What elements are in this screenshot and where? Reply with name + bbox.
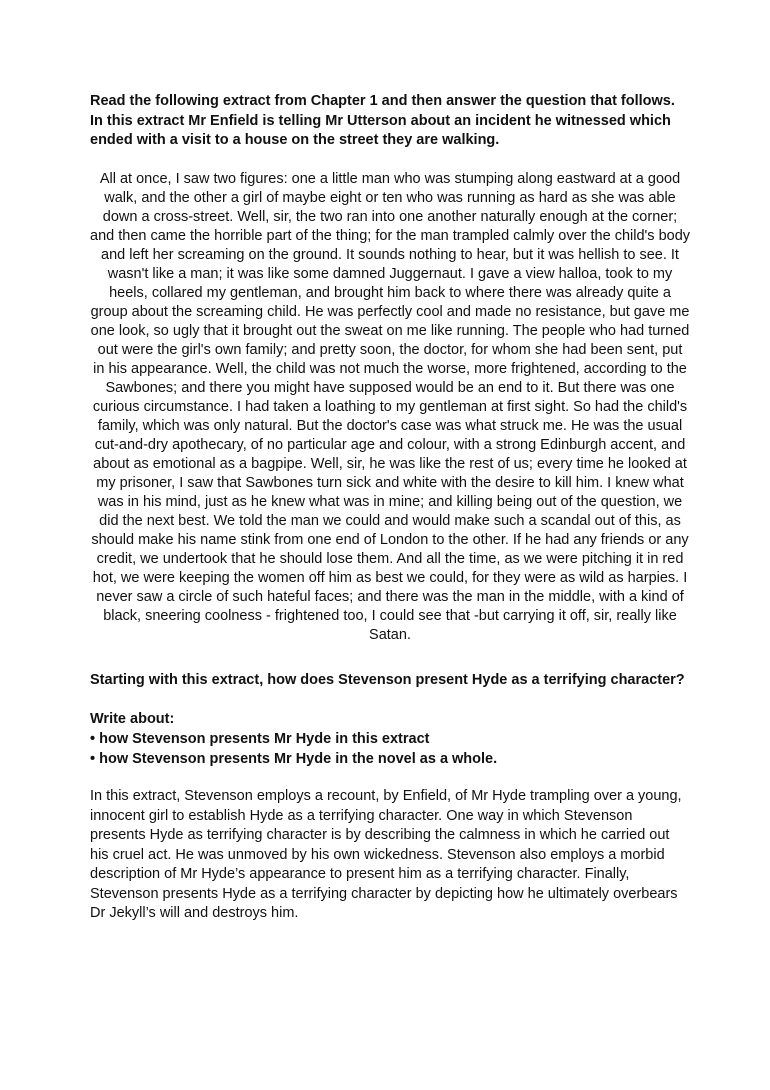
write-about-bullet: • how Stevenson presents Mr Hyde in the novel as a whole. xyxy=(90,751,498,767)
extract-text: All at once, I saw two figures: one a little man who was stumping along eastward at a good walk, and the other a girl of maybe eight or ten who was running as hard as she was able down a cross-street. Well, sir, the two ran into one another naturally enough at the corner; and then came the horrible part of the thing; for the man trampled calmly over the child's body and left her screaming on the ground. It sounds nothing to hear, but it was hellish to see. It wasn't like a man; it was like some damned Juggernaut. I gave a view halloa, took to my heels, collared my gentleman, and brought him back to where there was already quite a group about the screaming child. He was perfectly cool and made no resistance, but gave me one look, so ugly that it brought out the sweat on me like running. The people who had turned out were the girl's own family; and pretty soon, the doctor, for whom she had been sent, put in his appearance. Well, the child was not much the worse, more frightened, according to the Sawbones; and there you might have supposed would be an end to it. But there was one curious circumstance. I had taken a loathing to my gentleman at first sight. So had the child's family, which was only natural. But the doctor's case was what struck me. He was the usual cut-and-dry apothecary, of no particular age and colour, with a strong Edinburgh accent, and about as emotional as a bagpipe. Well, sir, he was like the rest of us; every time he looked at my prisoner, I saw that Sawbones turn sick and white with the desire to kill him. I knew what was in his mind, just as he knew what was in mine; and killing being out of the question, we did the next best. We told the man we could and would make such a scandal out of this, as should make his name stink from one end of London to the other. If he had any friends or any credit, we undertook that he should lose them. And all the time, as we were pitching it in red hot, we were keeping the women off him as best we could, for they were as wild as harpies. I never saw a circle of such hateful faces; and there was the man in the middle, with a kind of black, sneering coolness - frightened too, I could see that -but carrying it off, sir, really like Satan. xyxy=(90,170,691,643)
student-answer xyxy=(90,787,690,924)
exam-question xyxy=(90,671,690,691)
write-about-heading: Write about: xyxy=(90,711,175,727)
document-content xyxy=(90,92,690,924)
answer-text: In this extract, Stevenson employs a recount, by Enfield, of Mr Hyde trampling over a young, innocent girl to establish Hyde as a terrifying character. One way in which Stevenson presents Hyde as terrifying character is by describing the calmness in which he carried out his cruel act. He was unmoved by his own wickedness. Stevenson also employs a morbid description of Mr Hyde’s appearance to present him as a terrifying character. Finally, Stevenson presents Hyde as a terrifying character by depicting how he ultimately overbears Dr Jekyll’s will and destroys him. xyxy=(90,788,682,921)
write-about-section xyxy=(90,709,690,769)
instructions-line-1: Read the following extract from Chapter 1 and then answer the question that follows. xyxy=(90,93,675,109)
instructions-line-2: In this extract Mr Enfield is telling Mr Utterson about an incident he witnessed which ended with a visit to a house on the street they are walking. xyxy=(90,112,671,148)
exam-instructions xyxy=(90,92,690,151)
novel-extract xyxy=(90,170,690,645)
write-about-bullet: • how Stevenson presents Mr Hyde in this extract xyxy=(90,731,430,747)
question-text: Starting with this extract, how does Stevenson present Hyde as a terrifying character? xyxy=(90,671,685,688)
